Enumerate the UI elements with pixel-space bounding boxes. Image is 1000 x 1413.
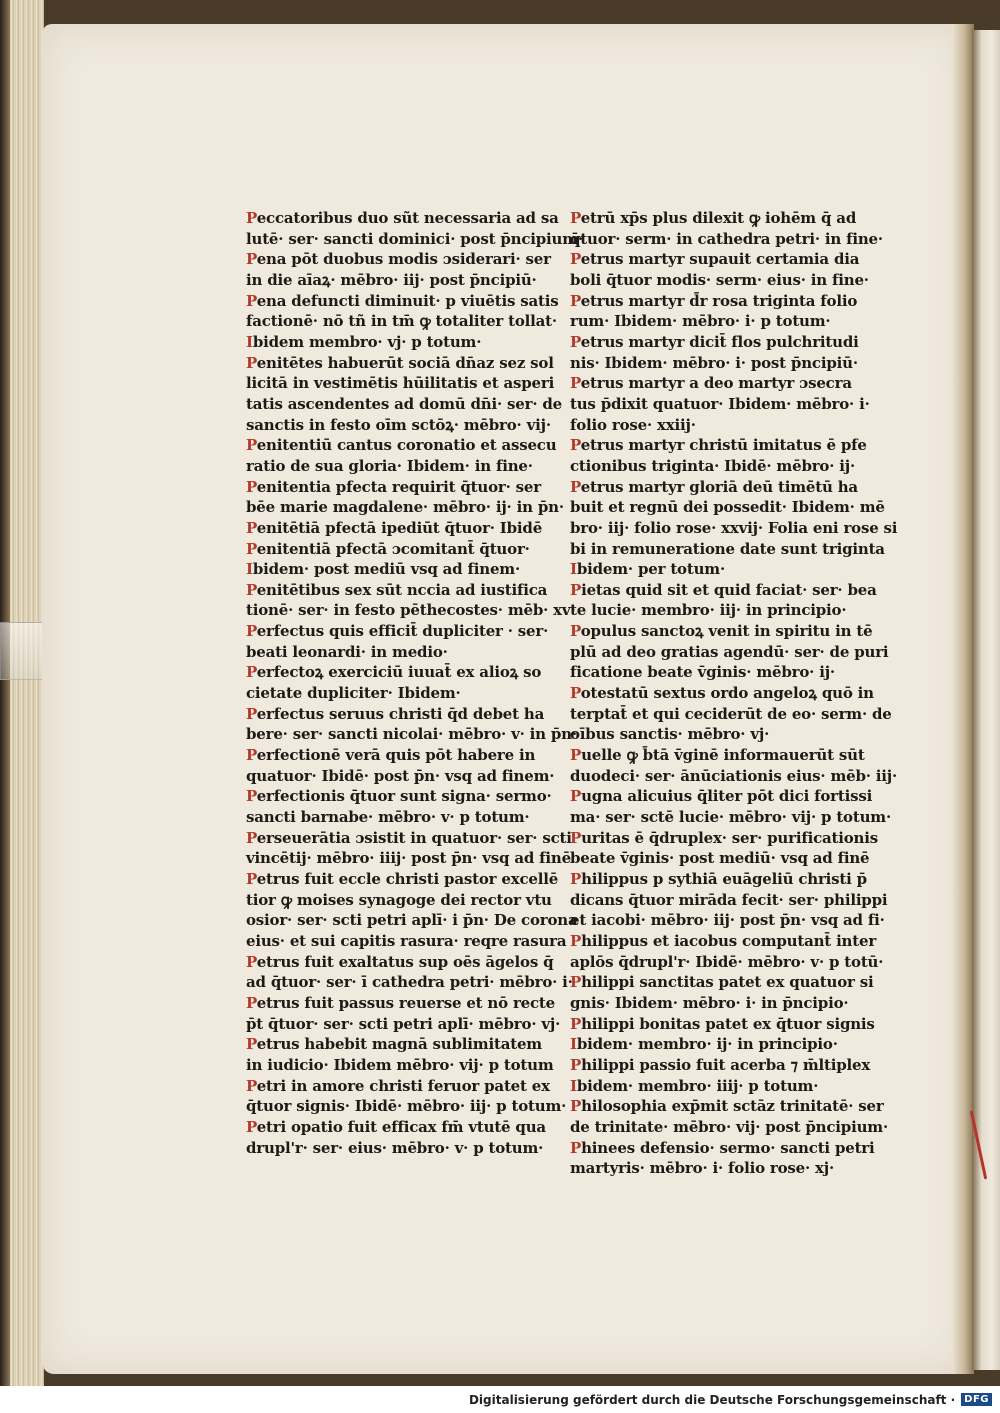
text-line: Pena pōt duobus modis ɔsiderari· ser xyxy=(246,250,551,269)
text-line: cietate dupliciter· Ibidem· xyxy=(246,684,461,703)
text-line: Petri opatio fuit efficax fm̄ vtutē qua xyxy=(246,1117,546,1136)
text-line: licitā in vestimētis hūilitatis et asperi xyxy=(246,374,555,393)
text-line: Populus sanctoꝝ venit in spiritu in tē xyxy=(570,622,873,641)
text-line: folio rose· xxiij· xyxy=(570,415,696,434)
text-line: Philippi passio fuit acerba ⁊ m̄ltiplex xyxy=(570,1055,871,1074)
text-line: eius· et sui capitis rasura· reqre rasura xyxy=(246,931,567,950)
text-line: bēe marie magdalene· mēbro· ij· in p̄n· xyxy=(246,498,564,517)
text-line: Philippus et iacobus computant̄ inter xyxy=(570,931,877,950)
text-line: ma· ser· sctē lucie· mēbro· vij· p totum· xyxy=(570,808,891,827)
text-line: bi in remuneratione date sunt triginta xyxy=(570,539,885,558)
text-line: Perfectus quis efficit̄ dupliciter · ser· xyxy=(246,622,549,641)
text-line: factionē· nō tñ in tm̄ ꝙ totaliter tollat· xyxy=(246,312,557,331)
binding-gutter xyxy=(952,24,974,1374)
text-line: ficatione beate v̄ginis· mēbro· ij· xyxy=(570,663,835,682)
facing-page-edge xyxy=(972,30,1000,1370)
text-line: Petrus martyr d̄r rosa triginta folio xyxy=(570,291,858,310)
text-line: Philippi bonitas patet ex q̄tuor signis xyxy=(570,1014,875,1033)
text-line: tionē· ser· in festo pēthecostes· mēb· xv· xyxy=(246,601,576,620)
text-line: plū ad deo gratias agendū· ser· de puri xyxy=(570,642,889,661)
dfg-logo: DFG xyxy=(961,1393,992,1406)
text-line: ad q̄tuor· ser· ī cathedra petri· mēbro· i· xyxy=(246,973,573,992)
text-line: Ibidem· membro· ij· in principio· xyxy=(570,1035,838,1054)
text-line: Puelle ꝙ b̄tā v̄ginē informauerūt sūt xyxy=(570,746,865,765)
text-line: Perfectionē verā quis pōt habere in xyxy=(246,746,536,765)
text-line: Pena defuncti diminuit· p viuētis satis xyxy=(246,291,559,310)
text-line: Perfectus seruus christi q̄d debet ha xyxy=(246,704,545,723)
text-line: ctionibus triginta· Ibidē· mēbro· ij· xyxy=(570,456,856,475)
text-line: Philippus p sythiā euāgeliū christi p̄ xyxy=(570,870,867,888)
text-line: Petrū xp̄s plus dilexit ꝙ iohēm q̄ ad xyxy=(570,209,857,227)
text-line: Philosophia exp̄mit sctāz trinitatē· ser xyxy=(570,1097,884,1116)
text-line: Phinees defensio· sermo· sancti petri xyxy=(570,1138,875,1157)
text-line: osior· ser· scti petri aplī· i p̄n· De corona xyxy=(246,911,578,930)
text-line: Perseuerātia ɔsistit in quatuor· ser· scti xyxy=(246,828,572,847)
text-column-left xyxy=(246,208,583,1158)
text-line: duodeci· ser· ānūciationis eius· mēb· iij· xyxy=(570,766,898,785)
text-line: quatuor· Ibidē· post p̄n· vsq ad finem· xyxy=(246,766,555,785)
text-line: nis· Ibidem· mēbro· i· post p̄ncipiū· xyxy=(570,353,858,372)
text-line: ratio de sua gloria· Ibidem· in fine· xyxy=(246,456,533,475)
text-line: Petrus martyr supauit certamia dia xyxy=(570,250,860,269)
text-line: buit et regnū dei possedit· Ibidem· mē xyxy=(570,498,885,517)
text-line: Ibidem· membro· iiij· p totum· xyxy=(570,1076,819,1095)
text-line: Petrus habebit magnā sublimitatem xyxy=(246,1035,542,1054)
text-line: Petrus fuit eccle christi pastor excellē xyxy=(246,870,559,888)
text-line: Penitētiā pfectā ipediūt q̄tuor· Ibidē xyxy=(246,518,543,537)
text-line: Petrus fuit exaltatus sup oēs āgelos q̄ xyxy=(246,952,554,971)
text-line: q̄tuor signis· Ibidē· mēbro· iij· p totum· xyxy=(246,1097,567,1116)
text-line: in die aīaꝝ· mēbro· iij· post p̄ncipiū· xyxy=(246,270,537,289)
text-line: tior ꝙ moises synagoge dei rector vtu xyxy=(246,890,552,909)
text-line: Pugna alicuius q̄liter pōt dici fortissi xyxy=(570,787,873,806)
text-line: Petrus martyr christū imitatus ē pfe xyxy=(570,436,867,455)
text-line: tus p̄dixit quatuor· Ibidem· mēbro· i· xyxy=(570,394,870,413)
text-line: lutē· ser· sancti dominici· post p̄ncipium· xyxy=(246,229,583,248)
text-line: Ibidem membro· vj· p totum· xyxy=(246,332,482,351)
text-line: Penitentiā pfectā ɔcomitant̄ q̄tuor· xyxy=(246,539,530,558)
text-line: dicans q̄tuor mirāda fecit· ser· philippi xyxy=(570,890,888,909)
text-line: p̄t q̄tuor· ser· scti petri aplī· mēbro· vj· xyxy=(246,1014,561,1033)
text-line: terptat̄ et qui ceciderūt de eo· serm· de xyxy=(570,704,892,723)
text-line: vincētij· mēbro· iiij· post p̄n· vsq ad finē xyxy=(246,849,571,868)
text-line: Penitētes habuerūt sociā dn̄az sez sol xyxy=(246,353,554,372)
text-column-right xyxy=(570,208,898,1179)
text-line: sanctis in festo oīm sctōꝝ· mēbro· vij· xyxy=(246,415,551,434)
text-line: Potestatū sextus ordo angeloꝝ quō in xyxy=(570,684,874,703)
funding-credit: Digitalisierung gefördert durch die Deutsche Forschungsgemeinschaft · xyxy=(468,1392,956,1407)
text-line: Puritas ē q̄druplex· ser· purificationis xyxy=(570,828,878,847)
text-line: Penitētibus sex sūt nccia ad iustifica xyxy=(246,580,548,599)
text-line: Perfectoꝝ exerciciū iuuat̄ ex alioꝝ so xyxy=(246,663,542,682)
text-line: tatis ascendentes ad domū dn̄i· ser· de xyxy=(246,394,562,413)
text-line: oībus sanctis· mēbro· vj· xyxy=(570,725,770,744)
text-line: gnis· Ibidem· mēbro· i· in p̄ncipio· xyxy=(570,993,849,1012)
text-line: et iacobi· mēbro· iij· post p̄n· vsq ad fi· xyxy=(570,911,885,930)
text-line: drupl'r· ser· eius· mēbro· v· p totum· xyxy=(246,1138,544,1157)
text-line: Pietas quid sit et quid faciat· ser· bea xyxy=(570,580,877,599)
text-line: Petri in amore christi feruor patet ex xyxy=(246,1076,550,1095)
text-line: Penitentia pfecta requirit q̄tuor· ser xyxy=(246,477,541,496)
text-line: Perfectionis q̄tuor sunt signa· sermo· xyxy=(246,787,552,806)
text-line: Ibidem· per totum· xyxy=(570,560,725,579)
text-line: in iudicio· Ibidem mēbro· vij· p totum xyxy=(246,1055,554,1074)
text-line: q̄tuor· serm· in cathedra petri· in fine· xyxy=(570,229,883,248)
text-line: Ibidem· post mediū vsq ad finem· xyxy=(246,560,520,579)
text-line: Philippi sanctitas patet ex quatuor si xyxy=(570,973,874,992)
text-line: beati leonardi· in medio· xyxy=(246,642,448,661)
text-line: Petrus fuit passus reuerse et nō recte xyxy=(246,993,556,1012)
text-line: rum· Ibidem· mēbro· i· p totum· xyxy=(570,312,831,331)
text-line: bere· ser· sancti nicolai· mēbro· v· in p̄n· xyxy=(246,725,577,744)
text-line: bro· iij· folio rose· xxvij· Folia eni rose si xyxy=(570,518,898,537)
text-line: Peccatoribus duo sũt necessaria ad sa xyxy=(246,209,559,227)
text-line: beate v̄ginis· post mediū· vsq ad finē xyxy=(570,849,870,868)
text-line: aplōs q̄drupl'r· Ibidē· mēbro· v· p totū· xyxy=(570,952,884,971)
text-line: martyris· mēbro· i· folio rose· xj· xyxy=(570,1159,835,1178)
text-line: Petrus martyr gloriā deū timētū ha xyxy=(570,477,858,496)
text-line: te lucie· membro· iij· in principio· xyxy=(570,601,847,620)
text-line: sancti barnabe· mēbro· v· p totum· xyxy=(246,808,530,827)
footer-bar xyxy=(0,1386,1000,1413)
text-line: Penitentiū cantus coronatio et assecu xyxy=(246,436,557,455)
text-line: Petrus martyr a deo martyr ɔsecra xyxy=(570,374,852,393)
edge-shadow xyxy=(0,0,10,1386)
text-line: Petrus martyr dicit̄ flos pulchritudi xyxy=(570,332,859,351)
text-line: de trinitate· mēbro· vij· post p̄ncipium· xyxy=(570,1117,888,1136)
text-line: boli q̄tuor modis· serm· eius· in fine· xyxy=(570,270,869,289)
